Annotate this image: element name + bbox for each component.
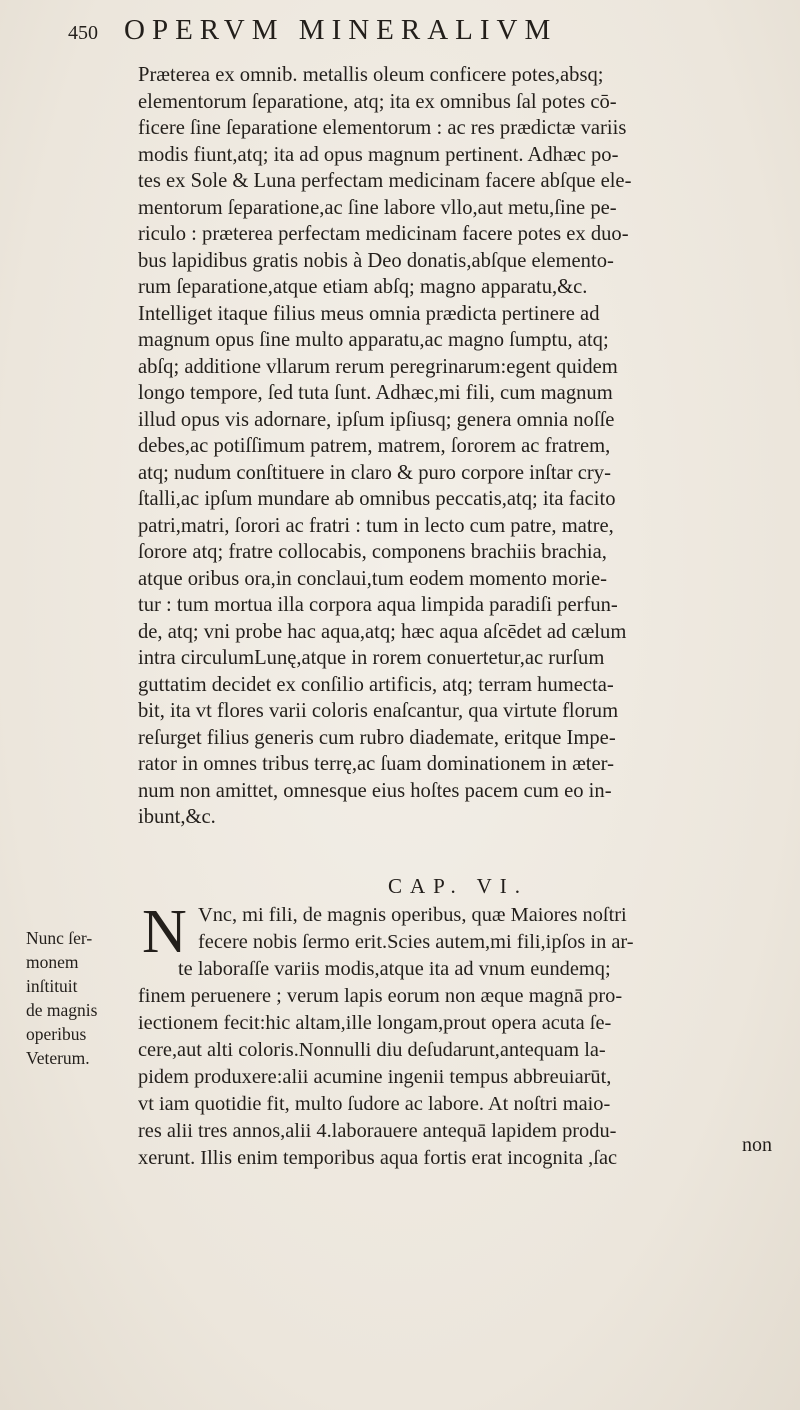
text-line: ſorore atq; fratre collocabis, componens brachiis brachia,: [138, 541, 607, 563]
text-line: num non amittet, omnesque eius hoſtes pacem cum eo in-: [138, 779, 612, 802]
text-line: rator in omnes tribus terrę,ac ſuam dominationem in æter-: [138, 753, 614, 775]
text-line: Vnc, mi fili, de magnis operibus, quæ Maiores noſtri: [198, 904, 627, 926]
margin-note-line: monem: [26, 952, 79, 972]
text-line-paragraph-start: Intelliget itaque filius meus omnia prædicta pertinere ad: [138, 302, 600, 325]
text-line: debes,ac potiſſimum patrem, matrem, ſororem ac fratrem,: [138, 435, 611, 457]
text-line: te laboraſſe variis modis,atque ita ad vnum eundemq;: [178, 958, 611, 980]
drop-capital: N: [142, 898, 187, 966]
text-line: tes ex Sole & Luna perfectam medicinam facere abſque ele-: [138, 170, 632, 192]
text-line: patri,matri, ſorori ac fratri : tum in lecto cum patre, matre,: [138, 514, 614, 537]
text-line: elementorum ſeparatione, atq; ita ex omnibus ſal potes cō-: [138, 90, 617, 113]
text-line: vt iam quotidie fit, multo ſudore ac labore. At noſtri maio-: [138, 1093, 611, 1115]
text-line: riculo : præterea perfectam medicinam facere potes ex duo-: [138, 223, 629, 245]
margin-note-line: de magnis: [26, 1000, 98, 1020]
text-line: res alii tres annos,alii 4.laborauere antequā lapidem produ-: [138, 1120, 617, 1142]
text-line: finem peruenere ; verum lapis eorum non æque magnā pro-: [138, 985, 623, 1007]
text-line: bit, ita vt flores varii coloris enaſcantur, qua virtute florum: [138, 700, 619, 722]
text-line: xerunt. Illis enim temporibus aqua fortis erat incognita ,ſac: [138, 1147, 618, 1169]
catchword: non: [742, 1134, 772, 1156]
text-line: ſtalli,ac ipſum mundare ab omnibus peccatis,atq; ita facito: [138, 488, 616, 510]
chapter-heading: CAP. VI.: [388, 874, 529, 898]
text-line: ficere ſine ſeparatione elementorum : ac res prædictæ variis: [138, 117, 627, 139]
text-line: tur : tum mortua illa corpora aqua limpida paradiſi perfun-: [138, 594, 618, 616]
chapter-text: [138, 898, 778, 1172]
text-line: modis fiunt,atq; ita ad opus magnum pertinent. Adhæc po-: [138, 143, 619, 166]
text-line: Præterea ex omnib. metallis oleum conficere potes,absq;: [138, 64, 604, 86]
text-line: de, atq; vni probe hac aqua,atq; hæc aqua aſcēdet ad cælum: [138, 620, 627, 643]
text-line: pidem produxere:alii acumine ingenii tempus abbreuiarūt,: [138, 1066, 612, 1088]
text-line: abſq; additione vllarum rerum peregrinarum:egent quidem: [138, 355, 618, 378]
margin-note: [26, 926, 126, 1070]
page-number: 450: [68, 22, 98, 44]
text-line: ibunt,&c.: [138, 806, 216, 828]
margin-note-line: inſtituit: [26, 976, 78, 996]
page-header: [68, 14, 768, 54]
text-line: magnum opus ſine multo apparatu,ac magno ſumptu, atq;: [138, 329, 609, 351]
running-title: OPERVM MINERALIVM: [124, 14, 558, 46]
text-line: illud opus vis adornare, ipſum ipſiusq; genera omnia noſſe: [138, 408, 615, 431]
margin-note-line: Veterum.: [26, 1048, 90, 1068]
text-line: reſurget filius generis cum rubro diademate, eritque Impe-: [138, 726, 616, 749]
text-line: atq; nudum conſtituere in claro & puro corpore inſtar cry-: [138, 461, 611, 484]
body-paragraphs: [138, 62, 778, 831]
text-line: iectionem fecit:hic altam,ille longam,prout opera acuta ſe-: [138, 1012, 612, 1034]
text-line: atque oribus ora,in conclaui,tum eodem momento morie-: [138, 567, 607, 590]
margin-note-line: operibus: [26, 1024, 87, 1044]
margin-note-line: Nunc ſer-: [26, 928, 93, 948]
text-line: longo tempore, ſed tuta ſunt. Adhæc,mi fili, cum magnum: [138, 382, 613, 404]
text-line: guttatim decidet ex conſilio artificis, atq; terram humecta-: [138, 673, 614, 696]
text-line: cere,aut alti coloris.Nonnulli diu deſudarunt,antequam la-: [138, 1039, 606, 1061]
text-line: fecere nobis ſermo erit.Scies autem,mi fili,ipſos in ar-: [198, 931, 634, 953]
text-line: mentorum ſeparatione,ac ſine labore vllo,aut metu,ſine pe-: [138, 196, 617, 219]
text-line: rum ſeparatione,atque etiam abſq; magno apparatu,&c.: [138, 276, 588, 298]
text-line: intra circulumLunę,atque in rorem conuertetur,ac rurſum: [138, 647, 605, 669]
text-line: bus lapidibus gratis nobis à Deo donatis,abſque elemento-: [138, 249, 614, 272]
